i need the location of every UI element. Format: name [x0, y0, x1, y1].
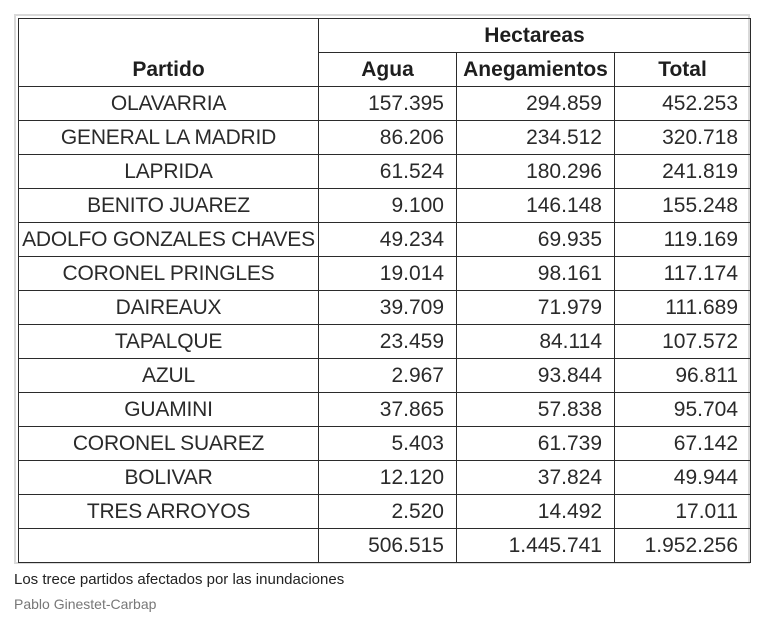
cell-agua: 506.515 — [319, 529, 457, 563]
image-caption: Los trece partidos afectados por las inundaciones — [14, 571, 345, 588]
cell-agua: 157.395 — [319, 87, 457, 121]
cell-agua: 49.234 — [319, 223, 457, 257]
cell-partido: DAIREAUX — [19, 291, 319, 325]
cell-total: 96.811 — [615, 359, 751, 393]
cell-partido: TRES ARROYOS — [19, 495, 319, 529]
flood-table-image — [14, 14, 750, 564]
cell-partido: ADOLFO GONZALES CHAVES — [19, 223, 319, 257]
cell-total: 119.169 — [615, 223, 751, 257]
cell-total: 452.253 — [615, 87, 751, 121]
cell-anegamientos: 180.296 — [457, 155, 615, 189]
table-row — [19, 257, 751, 291]
table-row — [19, 427, 751, 461]
header-blank-cell — [19, 19, 319, 53]
cell-anegamientos: 69.935 — [457, 223, 615, 257]
table-row — [19, 325, 751, 359]
cell-agua: 37.865 — [319, 393, 457, 427]
cell-total: 320.718 — [615, 121, 751, 155]
cell-anegamientos: 61.739 — [457, 427, 615, 461]
cell-total: 107.572 — [615, 325, 751, 359]
cell-partido: LAPRIDA — [19, 155, 319, 189]
flood-hectares-table — [18, 18, 751, 563]
cell-anegamientos: 71.979 — [457, 291, 615, 325]
cell-agua: 61.524 — [319, 155, 457, 189]
column-header-partido: Partido — [19, 53, 319, 87]
table-body — [19, 87, 751, 563]
cell-agua: 39.709 — [319, 291, 457, 325]
cell-anegamientos: 84.114 — [457, 325, 615, 359]
cell-partido — [19, 529, 319, 563]
table-row — [19, 155, 751, 189]
cell-total: 17.011 — [615, 495, 751, 529]
table-row — [19, 495, 751, 529]
cell-agua: 12.120 — [319, 461, 457, 495]
column-header-anegamientos: Anegamientos — [457, 53, 615, 87]
cell-total: 241.819 — [615, 155, 751, 189]
cell-partido: GENERAL LA MADRID — [19, 121, 319, 155]
cell-partido: CORONEL SUAREZ — [19, 427, 319, 461]
table-row — [19, 359, 751, 393]
group-header-row — [19, 19, 751, 53]
cell-agua: 5.403 — [319, 427, 457, 461]
column-header-agua: Agua — [319, 53, 457, 87]
cell-partido: CORONEL PRINGLES — [19, 257, 319, 291]
cell-anegamientos: 146.148 — [457, 189, 615, 223]
cell-total: 111.689 — [615, 291, 751, 325]
cell-partido: BENITO JUAREZ — [19, 189, 319, 223]
cell-partido: BOLIVAR — [19, 461, 319, 495]
cell-total: 67.142 — [615, 427, 751, 461]
cell-total: 49.944 — [615, 461, 751, 495]
cell-total: 117.174 — [615, 257, 751, 291]
cell-partido: GUAMINI — [19, 393, 319, 427]
cell-anegamientos: 294.859 — [457, 87, 615, 121]
column-header-row — [19, 53, 751, 87]
table-row — [19, 87, 751, 121]
table-row — [19, 393, 751, 427]
cell-anegamientos: 14.492 — [457, 495, 615, 529]
image-credit: Pablo Ginestet-Carbap — [14, 596, 157, 612]
cell-agua: 23.459 — [319, 325, 457, 359]
cell-total: 95.704 — [615, 393, 751, 427]
cell-agua: 86.206 — [319, 121, 457, 155]
table-row — [19, 121, 751, 155]
cell-partido: OLAVARRIA — [19, 87, 319, 121]
table-row — [19, 291, 751, 325]
cell-total: 1.952.256 — [615, 529, 751, 563]
cell-anegamientos: 1.445.741 — [457, 529, 615, 563]
cell-agua: 19.014 — [319, 257, 457, 291]
column-header-total: Total — [615, 53, 751, 87]
table-row — [19, 189, 751, 223]
cell-anegamientos: 234.512 — [457, 121, 615, 155]
cell-agua: 2.520 — [319, 495, 457, 529]
cell-partido: TAPALQUE — [19, 325, 319, 359]
cell-agua: 2.967 — [319, 359, 457, 393]
cell-anegamientos: 98.161 — [457, 257, 615, 291]
table-row — [19, 461, 751, 495]
cell-agua: 9.100 — [319, 189, 457, 223]
totals-row — [19, 529, 751, 563]
cell-anegamientos: 93.844 — [457, 359, 615, 393]
cell-anegamientos: 37.824 — [457, 461, 615, 495]
hectareas-group-header: Hectareas — [319, 19, 751, 53]
table-row — [19, 223, 751, 257]
cell-partido: AZUL — [19, 359, 319, 393]
cell-total: 155.248 — [615, 189, 751, 223]
cell-anegamientos: 57.838 — [457, 393, 615, 427]
